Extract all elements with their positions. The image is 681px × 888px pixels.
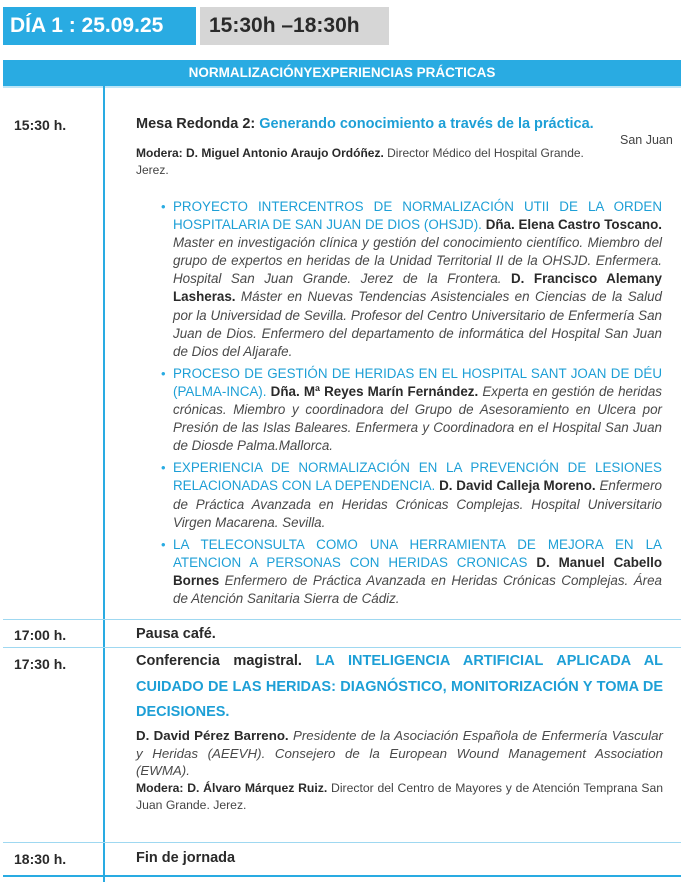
timeline-divider bbox=[103, 86, 105, 882]
moderator-info bbox=[136, 145, 596, 179]
moderator-name: D. Álvaro Márquez Ruiz. bbox=[187, 781, 328, 795]
speaker-desc: Máster en Nuevas Tendencias Asistenciales en Ciencias de la Salud por la Universidad de Sevilla. Profesor del Centro Universitario de Enfermería San Juan de Dios. Enfermero del departamento de informática del Hospital San Juan de Dios del Aljarafe. bbox=[173, 289, 662, 359]
speaker-name: Dña. Mª Reyes Marín Fernández. bbox=[270, 383, 479, 399]
divider bbox=[3, 842, 681, 843]
speaker-desc: Enfermero de Práctica Avanzada en Heridas Crónicas Complejas. Hospital Universitario Virgen Macarena. Sevilla. bbox=[173, 478, 662, 530]
talk-title: EXPERIENCIA DE NORMALIZACIÓN EN LA PREVENCIÓN DE LESIONES RELACIONADAS CON LA DEPENDENCIA. bbox=[173, 460, 662, 494]
moderator-info bbox=[136, 780, 663, 814]
bullet-icon: • bbox=[161, 365, 166, 381]
location-label: San Juan bbox=[620, 133, 673, 147]
speaker-desc: Experta en gestión de heridas crónicas. Miembro y coordinadora del Grupo de Asesoramiento en Ulcera por Presión de las Islas Baleares. Enfermera y Coordinadora en el Hospital San Juan de Diosde Palma.Mallorca. bbox=[173, 383, 662, 454]
break-label: Pausa café. bbox=[136, 626, 216, 642]
section-title: NORMALIZACIÓNYEXPERIENCIAS PRÁCTICAS bbox=[3, 60, 681, 86]
time-range-label: 15:30h –18:30h bbox=[200, 7, 389, 45]
speaker-desc: Presidente de la Asociación Española de Enfermería Vascular y Heridas (AEEVH). Consejero de la European Wound Management Association (EWMA). bbox=[136, 728, 663, 778]
session-prefix: Mesa Redonda 2: bbox=[136, 116, 256, 132]
speaker-name: D. David Pérez Barreno. bbox=[136, 728, 289, 743]
talk-title: LA TELECONSULTA COMO UNA HERRAMIENTA DE MEJORA EN LA ATENCION A PERSONAS CON HERIDAS CRONICAS bbox=[173, 536, 662, 570]
list-item bbox=[161, 365, 662, 455]
conference-title bbox=[136, 649, 663, 726]
divider bbox=[3, 647, 681, 648]
list-item bbox=[161, 459, 662, 531]
moderator-desc: Director Médico del Hospital Grande. Jerez. bbox=[136, 146, 584, 177]
moderator-label: Modera: bbox=[136, 146, 183, 160]
time-1730: 17:30 h. bbox=[14, 656, 67, 672]
time-1830: 18:30 h. bbox=[14, 851, 67, 867]
speaker-name: Dña. Elena Castro Toscano. bbox=[485, 217, 662, 233]
divider bbox=[3, 619, 681, 620]
speaker-name: D. Manuel Cabello Bornes bbox=[173, 554, 662, 588]
conference-speaker bbox=[136, 727, 663, 780]
bullet-icon: • bbox=[161, 536, 166, 552]
bullet-icon: • bbox=[161, 199, 166, 214]
conference-topic: LA INTELIGENCIA ARTIFICIAL APLICADA AL CUIDADO DE LAS HERIDAS: DIAGNÓSTICO, MONITORIZACIÓN Y TOMA DE DECISIONES. bbox=[136, 653, 664, 720]
moderator-label: Modera: bbox=[136, 781, 184, 795]
session-title bbox=[136, 116, 594, 132]
list-item bbox=[161, 198, 662, 361]
speaker-name: D. David Calleja Moreno. bbox=[439, 478, 596, 494]
talk-title: PROCESO DE GESTIÓN DE HERIDAS EN EL HOSPITAL SANT JOAN DE DÉU (PALMA-INCA). bbox=[173, 365, 662, 399]
session-topic: Generando conocimiento a través de la práctica. bbox=[259, 116, 594, 132]
speaker-desc: Master en investigación clínica y gestión del conocimiento científico. Miembro del grupo de expertos en heridas de la Unidad Territorial II de la OHSJD. Enfermera. Hospital San Juan Grande. Jerez de la Frontera. bbox=[173, 235, 662, 287]
talk-title: PROYECTO INTERCENTROS DE NORMALIZACIÓN UTII DE LA ORDEN HOSPITALARIA DE SAN JUAN DE DIOS (OHSJD). bbox=[173, 199, 662, 233]
speaker-desc: Enfermero de Práctica Avanzada en Heridas Crónicas Complejas. Área de Atención Sanitaria Sierra de Cádiz. bbox=[173, 572, 662, 606]
divider bbox=[3, 875, 681, 877]
time-1700: 17:00 h. bbox=[14, 627, 67, 643]
bullet-icon: • bbox=[161, 460, 166, 476]
end-label: Fin de jornada bbox=[136, 850, 236, 866]
day-date-label: DÍA 1 : 25.09.25 bbox=[3, 7, 196, 45]
moderator-desc: Director del Centro de Mayores y de Atención Temprana San Juan Grande. Jerez. bbox=[136, 781, 664, 812]
list-item bbox=[161, 536, 662, 608]
conference-prefix: Conferencia magistral. bbox=[136, 653, 302, 669]
moderator-name: D. Miguel Antonio Araujo Ordóñez. bbox=[186, 146, 384, 160]
speaker-name: D. Francisco Alemany Lasheras. bbox=[173, 271, 662, 305]
time-1530: 15:30 h. bbox=[14, 117, 67, 133]
talk-list bbox=[161, 198, 662, 608]
